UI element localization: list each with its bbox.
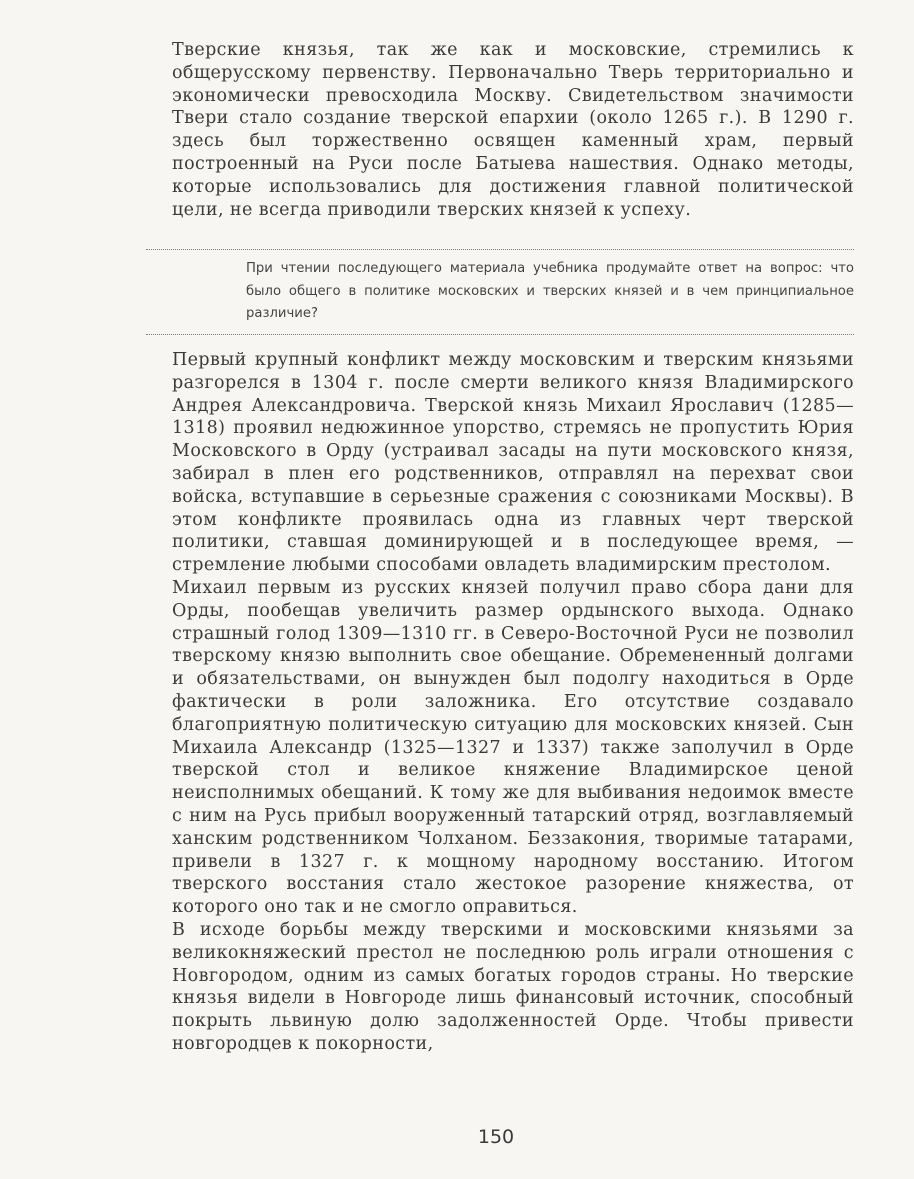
main-text: [172, 349, 854, 1056]
paragraph-mikhail: Михаил первым из русских князей получил право сбора дани для Орды, пообещав увеличить размер ордынского выхода. Однако страшный голод 1309—1310 гг. в Северо-Восточной Руси не позволил тверскому князю выполнить свое обещание. Обремененный долгами и обязательствами, он вынужден был подолгу находиться в Орде фактически в роли заложника. Его отсутствие создавало благоприятную политическую ситуацию для московских князей. Сын Михаила Александр (1325—1327 и 1337) также заполучил в Орде тверской стол и великое княжение Владимирское ценой неисполнимых обещаний. К тому же для выбивания недоимок вместе с ним на Русь прибыл вооруженный татарский отряд, возглавляемый ханским родственником Чолханом. Беззакония, творимые татарами, привели в 1327 г. к мощному народному восстанию. Итогом тверского восстания стало жестокое разорение княжества, от которого оно так и не смогло оправиться.: [172, 577, 854, 918]
question-box-text: При чтении последующего материала учебника продумайте ответ на вопрос: что было общего в политике московских и тверских князей и в чем принципиальное различие?: [246, 261, 854, 321]
question-box-top-rule: [146, 249, 854, 250]
page-number: 150: [477, 1126, 515, 1148]
question-box: [246, 258, 854, 326]
question-box-bottom-rule: [146, 334, 854, 335]
paragraph-novgorod: В исходе борьбы между тверскими и московскими князьями за великокняжеский престол не последнюю роль играли отношения с Новгородом, одним из самых богатых городов страны. Но тверские князья видели в Новгороде лишь финансовый источник, способный покрыть львиную долю задолженностей Орде. Чтобы привести новгородцев к покорности,: [172, 919, 854, 1054]
paragraph-conflict-1304: Первый крупный конфликт между московским и тверским князьями разгорелся в 1304 г. после смерти великого князя Владимирского Андрея Александровича. Тверской князь Михаил Ярославич (1285—1318) проявил недюжинное упорство, стремясь не пропустить Юрия Московского в Орду (устраивал засады на пути московского князя, забирал в плен его родственников, отправлял на перехват свои войска, вступавшие в серьезные сражения с союзниками Москвы). В этом конфликте проявилась одна из главных черт тверской политики, ставшая доминирующей и в последующее время, — стремление любыми способами овладеть владимирским престолом.: [172, 350, 854, 576]
intro-paragraph-block: [172, 39, 854, 221]
intro-paragraph: Тверские князья, так же как и московские, стремились к общерусскому первенству. Первоначально Тверь территориально и экономически превосходила Москву. Свидетельством значимости Твери стало создание тверской епархии (около 1265 г.). В 1290 г. здесь был торжественно освящен каменный храм, первый построенный на Руси после Батыева нашествия. Однако методы, которые использовались для достижения главной политической цели, не всегда приводили тверских князей к успеху.: [172, 40, 854, 220]
